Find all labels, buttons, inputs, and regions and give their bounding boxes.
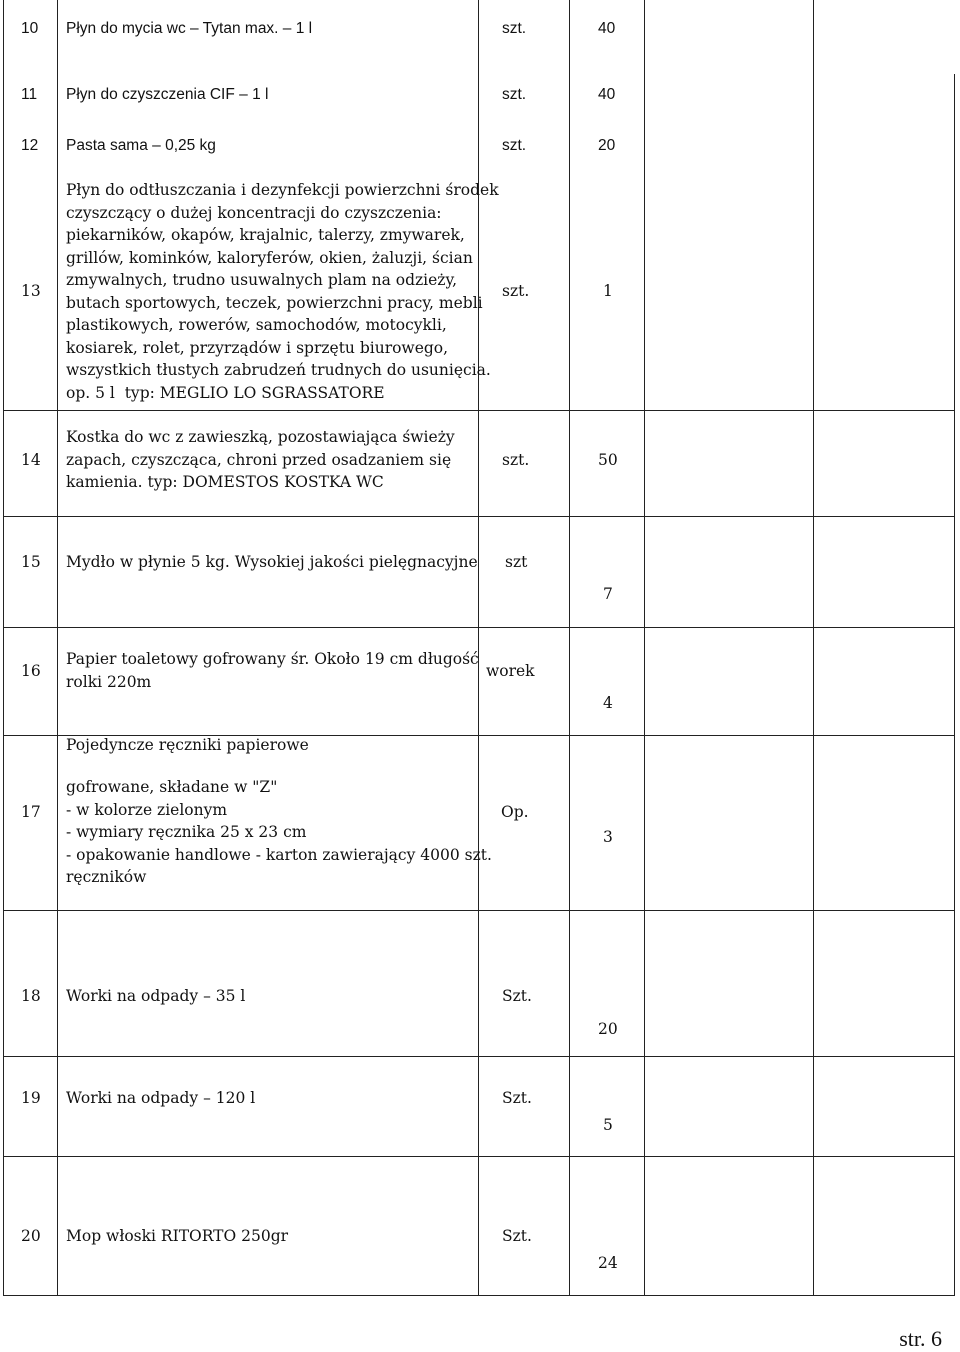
row-number: 11 xyxy=(21,86,38,103)
item-unit: szt. xyxy=(502,137,527,154)
item-quantity: 24 xyxy=(598,1254,618,1272)
table-border-left xyxy=(3,0,4,1296)
item-name: Płyn do odtłuszczania i dezynfekcji powierzchni środek czyszczący o dużej koncentracji do czyszczenia: piekarników, okapów, krajalnic, talerzy, zmywarek, grillów, kominków, kaloryferów, okien, żaluzji, ścian zmywalnych, trudno usuwalnych plam na odzieży, butach sportowych, teczek, powierzchni pracy, mebli plastikowych, rowerów, samochodów, motocykli, kosiarek, rolet, przyrządów i sprzętu biurowego, wszystkich tłustych zabrudzeń trudnych do usunięcia. op. 5 l typ: MEGLIO LO SGRASSATORE xyxy=(66,181,499,402)
item-name: Kostka do wc z zawieszką, pozostawiająca świeży zapach, czyszcząca, chroni przed osadzaniem się kamienia. typ: DOMESTOS KOSTKA WC xyxy=(66,428,455,491)
item-unit: szt. xyxy=(502,282,530,300)
item-quantity: 5 xyxy=(603,1116,613,1134)
table-divider-qty xyxy=(644,0,645,1296)
item-name: gofrowane, składane w "Z" - w kolorze zielonym - wymiary ręcznika 25 x 23 cm - opakowanie handlowe - karton zawierający 4000 szt. ręczników xyxy=(66,778,492,886)
page-number: str. 6 xyxy=(899,1326,942,1351)
item-quantity: 1 xyxy=(603,282,613,300)
item-unit: szt. xyxy=(502,20,527,37)
item-unit: Szt. xyxy=(502,987,532,1005)
item-quantity: 4 xyxy=(603,694,613,712)
row-number: 14 xyxy=(21,451,41,469)
item-unit: worek xyxy=(486,662,535,680)
table-divider-unit xyxy=(569,0,570,1296)
item-quantity: 7 xyxy=(603,585,613,603)
item-unit: Szt. xyxy=(502,1089,532,1107)
item-quantity: 20 xyxy=(598,1020,618,1038)
row-number: 10 xyxy=(21,20,39,37)
item-unit: Op. xyxy=(501,803,529,821)
table-divider-extra xyxy=(813,0,814,1296)
item-name: Pasta sama – 0,25 kg xyxy=(66,137,216,154)
item-quantity: 20 xyxy=(598,137,616,154)
item-quantity: 50 xyxy=(598,451,618,469)
row-number: 17 xyxy=(21,803,41,821)
row-divider xyxy=(3,1056,955,1057)
row-divider xyxy=(3,516,955,517)
item-name: Płyn do czyszczenia CIF – 1 l xyxy=(66,86,269,103)
row-divider xyxy=(3,910,955,911)
item-unit: szt xyxy=(505,553,528,571)
row-divider xyxy=(3,410,955,411)
item-quantity: 40 xyxy=(598,86,616,103)
row-number: 13 xyxy=(21,282,41,300)
row-number: 16 xyxy=(21,662,41,680)
item-name: Mydło w płynie 5 kg. Wysokiej jakości pielęgnacyjne xyxy=(66,553,478,571)
item-name: Płyn do mycia wc – Tytan max. – 1 l xyxy=(66,20,313,37)
row-number: 15 xyxy=(21,553,41,571)
row-divider xyxy=(3,1156,955,1157)
item-quantity: 3 xyxy=(603,828,613,846)
item-quantity: 40 xyxy=(598,20,616,37)
item-name-title: Pojedyncze ręczniki papierowe xyxy=(66,736,309,754)
table-border-bottom xyxy=(3,1295,955,1296)
row-divider xyxy=(3,627,955,628)
table-divider-nr xyxy=(57,0,58,1296)
row-number: 19 xyxy=(21,1089,41,1107)
item-name: Mop włoski RITORTO 250gr xyxy=(66,1227,289,1245)
row-number: 20 xyxy=(21,1227,41,1245)
row-number: 18 xyxy=(21,987,41,1005)
row-number: 12 xyxy=(21,137,39,154)
item-unit: szt. xyxy=(502,451,530,469)
item-unit: szt. xyxy=(502,86,527,103)
table-border-right xyxy=(954,74,955,1296)
item-name: Papier toaletowy gofrowany śr. Około 19 cm długość rolki 220m xyxy=(66,650,479,691)
item-name: Worki na odpady – 35 l xyxy=(66,987,246,1005)
item-name: Worki na odpady – 120 l xyxy=(66,1089,256,1107)
item-unit: Szt. xyxy=(502,1227,532,1245)
